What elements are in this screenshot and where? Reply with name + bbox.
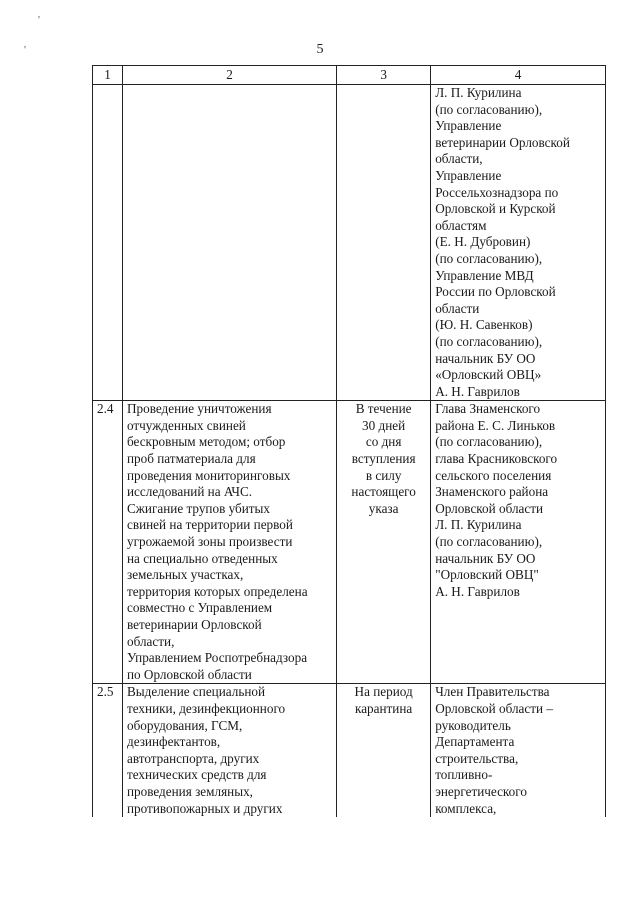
action-line: технических средств для bbox=[126, 767, 267, 783]
responsible-line: (Е. Н. Дубровин) bbox=[435, 234, 531, 250]
action-line: автотранспорта, других bbox=[126, 750, 260, 766]
responsible-line: Департамента bbox=[435, 734, 515, 750]
row-number-cell: 2.5 bbox=[93, 684, 123, 817]
scan-mark-top: ' bbox=[38, 14, 40, 26]
header-col-1: 1 bbox=[93, 66, 123, 85]
action-line: Выделение специальной bbox=[126, 684, 266, 700]
responsible-line: А. Н. Гаврилов bbox=[435, 383, 520, 399]
action-line: территория которых определена bbox=[126, 583, 308, 599]
table-row bbox=[93, 684, 606, 817]
action-cell bbox=[122, 684, 336, 817]
responsible-line: «Орловский ОВЦ» bbox=[435, 367, 542, 383]
term-line: настоящего bbox=[351, 484, 416, 500]
action-line: оборудования, ГСМ, bbox=[126, 717, 243, 733]
responsible-line: Управление bbox=[435, 118, 502, 134]
row-number-cell: 2.4 bbox=[93, 401, 123, 684]
responsible-line: Знаменского района bbox=[435, 484, 549, 500]
term-cell bbox=[337, 401, 431, 684]
header-col-2: 2 bbox=[122, 66, 336, 85]
action-line: по Орловской области bbox=[126, 666, 252, 682]
action-line: проб патматериала для bbox=[126, 451, 256, 467]
page-number: 5 bbox=[316, 42, 324, 57]
responsible-line: (по согласованию), bbox=[435, 333, 543, 349]
action-line: Проведение уничтожения bbox=[126, 401, 272, 417]
responsible-line: ветеринарии Орловской bbox=[435, 134, 570, 150]
responsible-line: строительства, bbox=[435, 750, 519, 766]
term-line: На период bbox=[354, 684, 413, 700]
action-line: дезинфектантов, bbox=[126, 734, 221, 750]
measures-table bbox=[92, 65, 606, 817]
responsible-line: района Е. С. Линьков bbox=[435, 417, 556, 433]
action-line: техники, дезинфекционного bbox=[126, 700, 286, 716]
responsible-line: (по согласованию), bbox=[435, 534, 543, 550]
table-row bbox=[93, 401, 606, 684]
responsible-line: Орловской области – bbox=[435, 700, 553, 716]
responsible-line: областям bbox=[435, 217, 487, 233]
action-line: проведения земляных, bbox=[126, 783, 253, 799]
action-line: совместно с Управлением bbox=[126, 600, 273, 616]
responsible-line: Орловской и Курской bbox=[435, 201, 556, 217]
responsible-line: Л. П. Курилина bbox=[435, 85, 522, 100]
action-line: противопожарных и других bbox=[126, 800, 283, 816]
responsible-cell bbox=[431, 85, 606, 401]
row-number-cell bbox=[93, 85, 123, 401]
responsible-line: Л. П. Курилина bbox=[435, 517, 522, 533]
responsible-line: начальник БУ ОО bbox=[435, 550, 536, 566]
responsible-line: Член Правительства bbox=[435, 684, 550, 700]
action-line: угрожаемой зоны произвести bbox=[126, 534, 293, 550]
responsible-line: Управление bbox=[435, 167, 502, 183]
responsible-cell bbox=[431, 684, 606, 817]
action-line: отчужденных свиней bbox=[126, 417, 246, 433]
responsible-line: России по Орловской bbox=[435, 284, 556, 300]
action-line: проведения мониторинговых bbox=[126, 467, 291, 483]
action-line: на специально отведенных bbox=[126, 550, 278, 566]
term-cell bbox=[337, 684, 431, 817]
responsible-line: сельского поселения bbox=[435, 467, 552, 483]
responsible-line: области, bbox=[435, 151, 483, 167]
responsible-line: "Орловский ОВЦ" bbox=[435, 567, 539, 583]
responsible-line: Орловской области bbox=[435, 500, 544, 516]
term-line: 30 дней bbox=[362, 417, 406, 433]
responsible-line: энергетического bbox=[435, 783, 527, 799]
responsible-cell bbox=[431, 401, 606, 684]
action-line: свиней на территории первой bbox=[126, 517, 293, 533]
responsible-line: глава Красниковского bbox=[435, 451, 558, 467]
responsible-line: комплекса, bbox=[435, 800, 497, 816]
term-line: в силу bbox=[365, 467, 402, 483]
responsible-line: (по согласованию), bbox=[435, 250, 543, 266]
term-line: карантина bbox=[354, 700, 413, 716]
responsible-line: Россельхознадзора по bbox=[435, 184, 559, 200]
table-row bbox=[93, 85, 606, 401]
action-line: исследований на АЧС. bbox=[126, 484, 253, 500]
responsible-line: топливно- bbox=[435, 767, 493, 783]
term-line: В течение bbox=[355, 401, 412, 417]
responsible-line: (по согласованию), bbox=[435, 101, 543, 117]
term-line: указа bbox=[368, 500, 399, 516]
header-col-4: 4 bbox=[431, 66, 606, 85]
action-line: Управлением Роспотребнадзора bbox=[126, 650, 308, 666]
responsible-line: А. Н. Гаврилов bbox=[435, 583, 520, 599]
responsible-line: начальник БУ ОО bbox=[435, 350, 536, 366]
action-line: ветеринарии Орловской bbox=[126, 617, 262, 632]
responsible-line: Глава Знаменского bbox=[435, 401, 541, 417]
term-line: со дня bbox=[365, 434, 402, 450]
responsible-line: (по согласованию), bbox=[435, 434, 543, 450]
responsible-line: Управление МВД bbox=[435, 267, 534, 283]
action-cell bbox=[122, 401, 336, 684]
term-line: вступления bbox=[351, 451, 416, 467]
responsible-line: области bbox=[435, 300, 480, 316]
header-col-3: 3 bbox=[337, 66, 431, 85]
action-line: области, bbox=[126, 633, 175, 649]
action-line: бескровным методом; отбор bbox=[126, 434, 286, 450]
responsible-line: руководитель bbox=[435, 717, 511, 733]
scan-mark-side: ' bbox=[24, 44, 26, 56]
action-cell bbox=[122, 85, 336, 401]
action-line: Сжигание трупов убитых bbox=[126, 500, 270, 516]
action-line: земельных участках, bbox=[126, 567, 244, 583]
term-cell bbox=[337, 85, 431, 401]
table-header-row bbox=[93, 66, 606, 85]
responsible-line: (Ю. Н. Савенков) bbox=[435, 317, 533, 333]
